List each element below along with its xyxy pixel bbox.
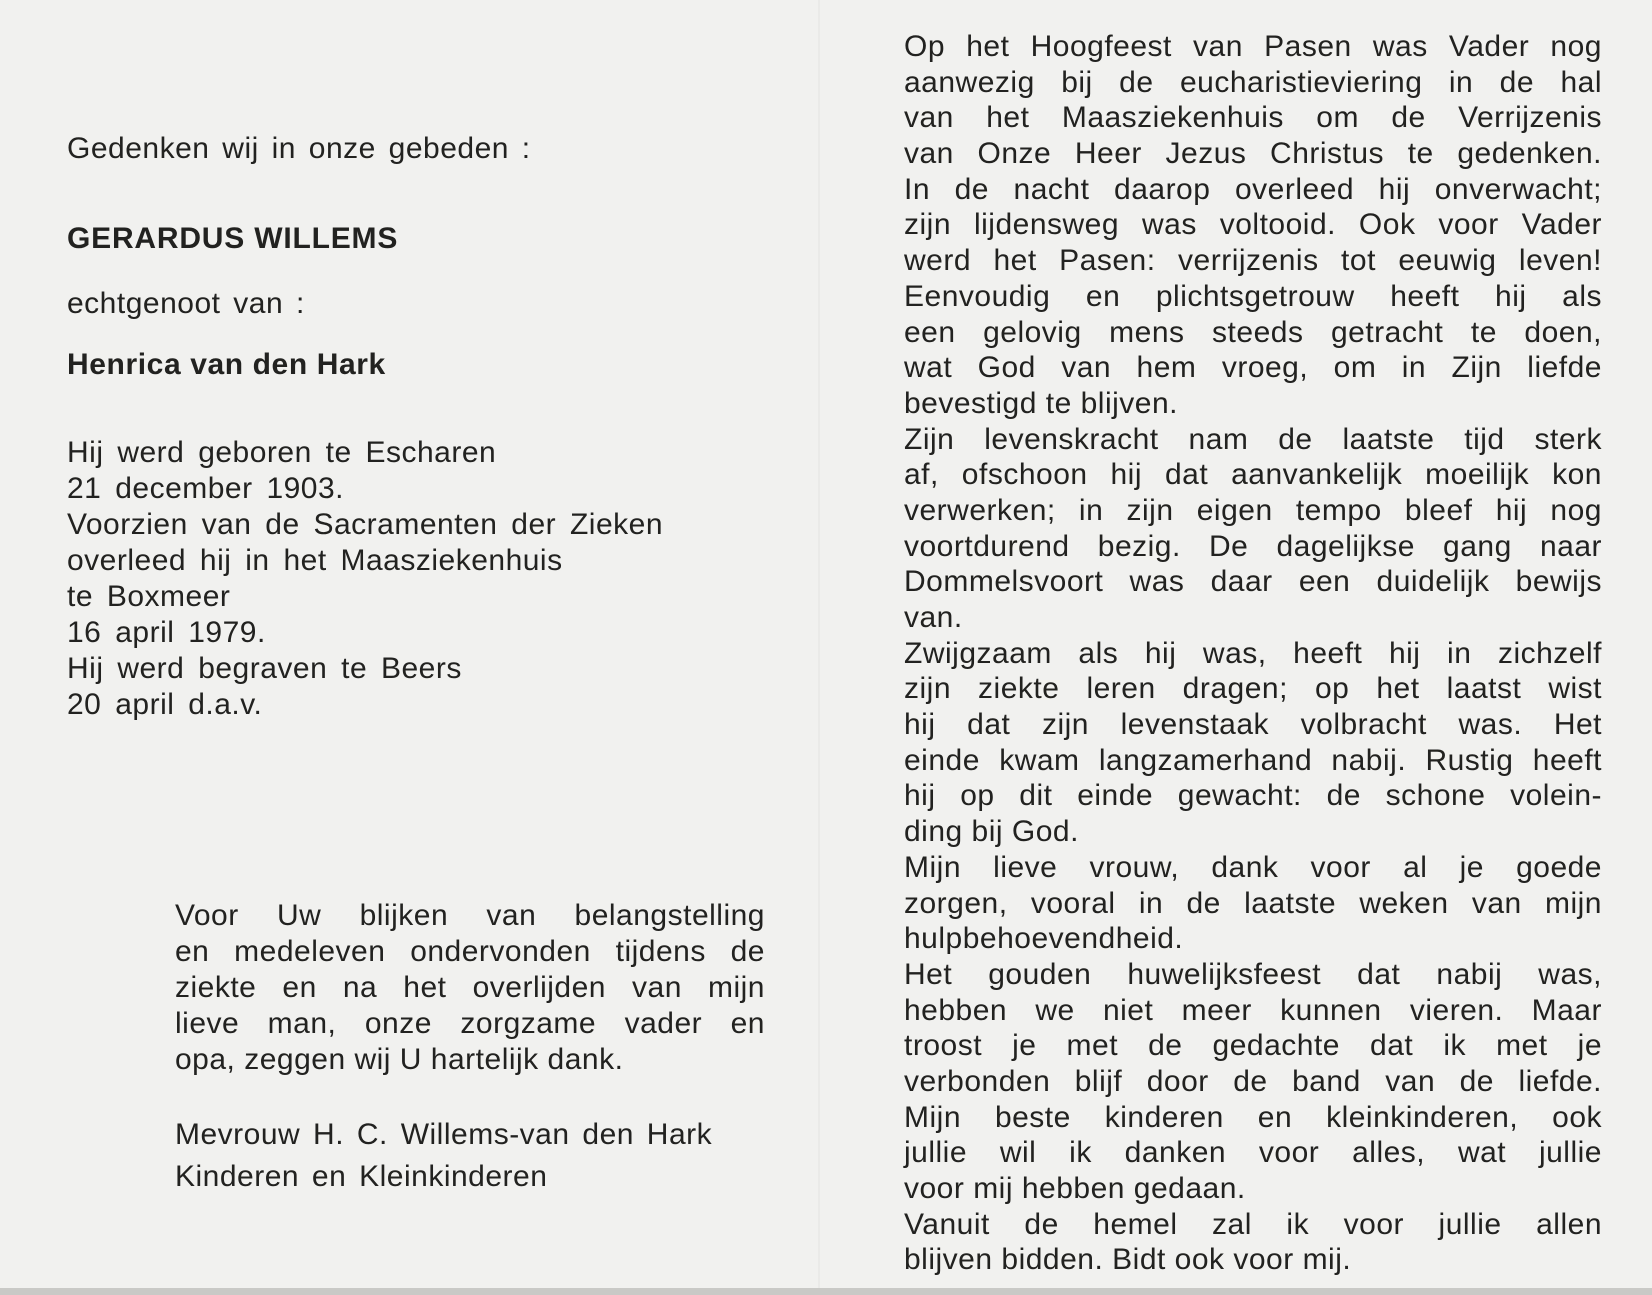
text-line: Vanuit de hemel zal ik voor jullie allen	[904, 1207, 1602, 1241]
text-line: bevestigd te blijven.	[904, 386, 1178, 420]
bio-line: Hij werd geboren te Escharen	[67, 436, 497, 469]
text-line: hebben we niet meer kunnen vieren. Maar	[904, 993, 1602, 1027]
text-line: Zwijgzaam als hij was, heeft hij in zichzelf	[904, 636, 1602, 670]
bio-line: Voorzien van de Sacramenten der Zieken	[67, 508, 663, 541]
signature-block	[175, 1114, 765, 1198]
card-fold	[818, 0, 820, 1288]
left-panel	[67, 0, 767, 1288]
text-line: voortdurend bezig. De dagelijkse gang naar	[904, 529, 1602, 563]
text-line: van Onze Heer Jezus Christus te gedenken.	[904, 137, 1602, 171]
text-line: blijven bidden. Bidt ook voor mij.	[904, 1243, 1352, 1277]
text-line: ding bij God.	[904, 815, 1079, 849]
text-line: werd het Pasen: verrijzenis tot eeuwig leven!	[904, 244, 1602, 278]
bio-line: overleed hij in het Maasziekenhuis	[67, 544, 563, 577]
bio-line: 21 december 1903.	[67, 472, 345, 505]
deceased-name: GERARDUS WILLEMS	[67, 222, 399, 255]
signature-line: Mevrouw H. C. Willems-van den Hark	[175, 1118, 713, 1151]
thanks-line: en medeleven ondervonden tijdens de	[175, 935, 765, 968]
text-line: van.	[904, 601, 963, 634]
right-panel	[904, 29, 1602, 1278]
reflection-text	[904, 29, 1602, 1278]
spouse-label: echtgenoot van :	[67, 287, 305, 320]
text-line: hij dat zijn levenstaak volbracht was. Het	[904, 708, 1602, 742]
bio-block	[67, 435, 663, 723]
thanks-line: lieve man, onze zorgzame vader en	[175, 1007, 765, 1040]
text-line: van het Maasziekenhuis om de Verrijzenis	[904, 101, 1602, 135]
thanks-line: opa, zeggen wij U hartelijk dank.	[175, 1043, 624, 1076]
bio-line: 20 april d.a.v.	[67, 688, 263, 721]
text-line: hij op dit einde gewacht: de schone volein-	[904, 779, 1602, 813]
text-line: jullie wil ik danken voor alles, wat jullie	[904, 1136, 1602, 1170]
bio-line: te Boxmeer	[67, 580, 231, 613]
signature-line: Kinderen en Kleinkinderen	[175, 1160, 548, 1193]
text-line: wat God van hem vroeg, om in Zijn liefde	[904, 351, 1602, 385]
thanks-block	[175, 898, 765, 1078]
thanks-line: Voor Uw blijken van belangstelling	[175, 899, 765, 932]
intro-text: Gedenken wij in onze gebeden :	[67, 132, 531, 165]
text-line: aanwezig bij de eucharistieviering in de hal	[904, 65, 1602, 99]
text-line: Op het Hoogfeest van Pasen was Vader nog	[904, 30, 1602, 63]
text-line: Zijn levenskracht nam de laatste tijd sterk	[904, 422, 1602, 456]
thanks-line: ziekte en na het overlijden van mijn	[175, 971, 765, 1004]
text-line: In de nacht daarop overleed hij onverwacht;	[904, 172, 1602, 206]
text-line: verwerken; in zijn eigen tempo bleef hij nog	[904, 493, 1602, 527]
text-line: Dommelsvoort was daar een duidelijk bewijs	[904, 565, 1602, 599]
text-line: zijn lijdensweg was voltooid. Ook voor Vader	[904, 208, 1602, 242]
text-line: Het gouden huwelijksfeest dat nabij was,	[904, 957, 1602, 991]
text-line: een gelovig mens steeds getracht te doen,	[904, 315, 1602, 349]
text-line: verbonden blijf door de band van de liefde.	[904, 1064, 1602, 1098]
text-line: voor mij hebben gedaan.	[904, 1172, 1246, 1205]
bio-line: Hij werd begraven te Beers	[67, 652, 462, 685]
text-line: Mijn lieve vrouw, dank voor al je goede	[904, 850, 1602, 884]
text-line: hulpbehoevendheid.	[904, 922, 1184, 956]
text-line: troost je met de gedachte dat ik met je	[904, 1029, 1602, 1063]
text-line: Mijn beste kinderen en kleinkinderen, ook	[904, 1100, 1602, 1134]
text-line: Eenvoudig en plichtsgetrouw heeft hij als	[904, 279, 1602, 313]
text-line: einde kwam langzamerhand nabij. Rustig heeft	[904, 743, 1602, 777]
text-line: zijn ziekte leren dragen; op het laatst wist	[904, 672, 1602, 706]
text-line: af, ofschoon hij dat aanvankelijk moeilijk kon	[904, 458, 1602, 492]
card-bottom-edge	[0, 1288, 1652, 1295]
spouse-name: Henrica van den Hark	[67, 348, 386, 381]
bio-line: 16 april 1979.	[67, 616, 266, 649]
text-line: zorgen, vooral in de laatste weken van mijn	[904, 886, 1602, 920]
